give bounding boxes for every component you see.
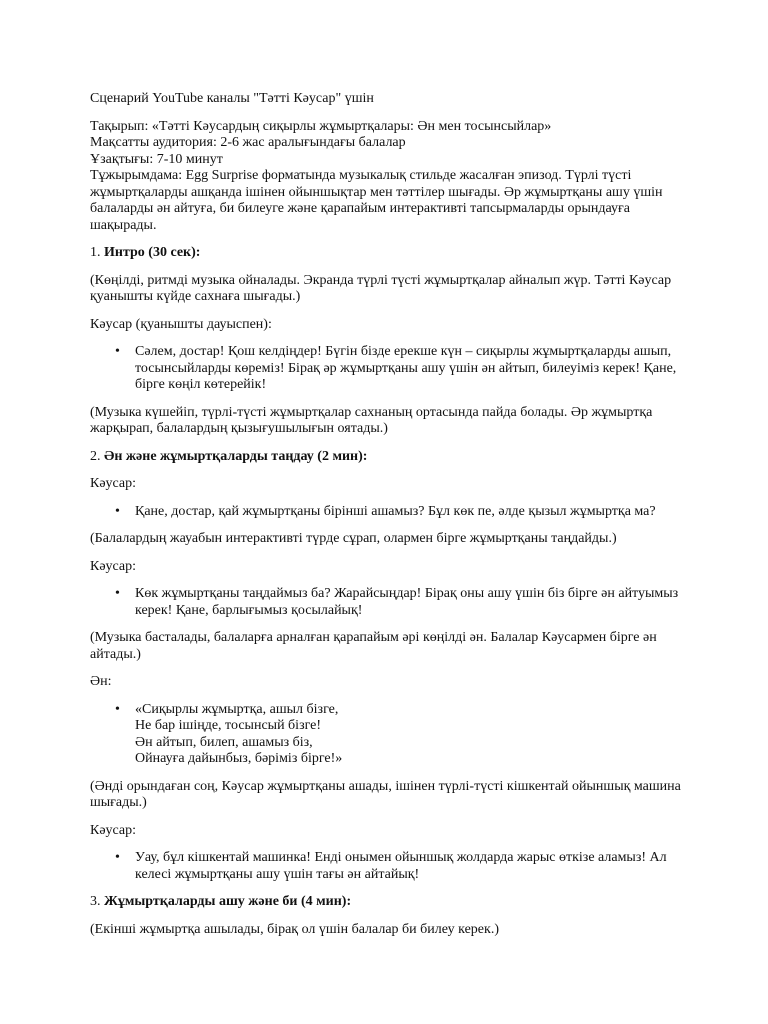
meta-duration: Ұзақтығы: 7-10 минут <box>90 151 223 167</box>
list-item <box>90 504 690 521</box>
song-line-1: «Сиқырлы жұмыртқа, ашыл бізге, <box>135 701 339 717</box>
document-title: Сценарий YouTube каналы "Тәтті Кәусар" үшін <box>90 91 374 106</box>
song-line-4: Ойнауға дайынбыз, бәріміз бірге!» <box>135 751 343 766</box>
section-2-speaker-1: Кәусар: <box>90 476 137 491</box>
section-1-dialogue-list <box>90 344 690 394</box>
meta-concept: Тұжырымдама: Egg Surprise форматында музыкалық стильде жасалған эпизод. Түрлі түсті жұмыртқаларды ашқанда ішінен ойыншықтар мен тәттілер шығады. Әр жұмыртқаны ашу үшін балаларды ән айтуға, би билеуге және қарапайым интерактивті тапсырмаларды орындауға шақырады. <box>90 168 663 233</box>
list-item <box>90 586 690 619</box>
section-2-dialogue-list-3 <box>90 850 690 883</box>
song-line-2: Не бар ішіңде, тосынсый бізге! <box>135 718 322 733</box>
dialogue-line: Көк жұмыртқаны таңдаймыз ба? Жарайсыңдар! Бірақ оны ашу үшін біз бірге ән айтуымыз керек! Қане, барлығымыз қосылайық! <box>135 586 679 618</box>
bullet-icon: • <box>115 586 120 601</box>
bullet-icon: • <box>115 344 120 359</box>
section-1-number: 1. <box>90 245 101 260</box>
section-3-stage-direction-1: (Екінші жұмыртқа ашылады, бірақ ол үшін балалар би билеу керек.) <box>90 921 499 937</box>
list-item <box>90 850 690 883</box>
list-item <box>90 344 690 394</box>
section-2-stage-direction-1: (Балалардың жауабын интерактивті түрде сұрап, олармен бірге жұмыртқаны таңдайды.) <box>90 531 617 546</box>
meta-topic: Тақырып: «Тәтті Кәусардың сиқырлы жұмыртқалары: Ән мен тосынсыйлар» <box>90 118 552 134</box>
section-1-title: Интро (30 сек): <box>104 245 201 260</box>
section-1-stage-direction-2: (Музыка күшейіп, түрлі-түсті жұмыртқалар сахнаның ортасында пайда болады. Әр жұмыртқа жарқырап, балалардың қызығушылығын оятады.) <box>90 404 653 436</box>
document-body <box>90 91 690 949</box>
bullet-icon: • <box>115 850 120 865</box>
meta-audience: Мақсатты аудитория: 2-6 жас аралығындағы балалар <box>90 135 406 150</box>
bullet-icon: • <box>115 701 120 717</box>
section-2-stage-direction-2: (Музыка басталады, балаларға арналған қарапайым әрі көңілді ән. Балалар Кәусармен бірге ән айтады.) <box>90 630 657 662</box>
section-3-number: 3. <box>90 894 101 909</box>
song-lyrics-list <box>90 702 690 768</box>
section-2-dialogue-list-1 <box>90 504 690 521</box>
song-line-3: Ән айтып, билеп, ашамыз біз, <box>135 734 313 750</box>
section-2-speaker-3: Кәусар: <box>90 822 137 838</box>
section-1-speaker: Кәусар (қуанышты дауыспен): <box>90 316 272 332</box>
section-2-speaker-2: Кәусар: <box>90 558 137 574</box>
dialogue-line: Қане, достар, қай жұмыртқаны бірінші ашамыз? Бұл көк пе, әлде қызыл жұмыртқа ма? <box>135 503 656 519</box>
list-item <box>90 702 690 768</box>
song-label: Ән: <box>90 674 112 689</box>
section-2-title: Ән және жұмыртқаларды таңдау (2 мин): <box>104 448 368 464</box>
meta-block <box>90 119 690 235</box>
section-1-heading <box>90 245 690 262</box>
dialogue-line: Уау, бұл кішкентай машинка! Енді онымен ойыншық жолдарда жарыс өткізе аламыз! Ал келесі жұмыртқаны ашу үшін тағы ән айтайық! <box>135 850 667 882</box>
section-2-heading <box>90 449 690 466</box>
dialogue-line: Сәлем, достар! Қош келдіңдер! Бүгін бізде ерекше күн – сиқырлы жұмыртқаларды ашып, тосынсыйларды көреміз! Бірақ әр жұмыртқаны ашу үшін ән айтып, билеуіміз керек! Қане, бірге көңіл көтерейік! <box>135 344 677 392</box>
section-3-heading <box>90 894 690 911</box>
section-2-number: 2. <box>90 448 101 464</box>
section-1-stage-direction-1: (Көңілді, ритмді музыка ойналады. Экранда түрлі түсті жұмыртқалар айналып жүр. Тәтті Кәусар қуанышты күйде сахнаға шығады.) <box>90 272 672 304</box>
section-2-stage-direction-3: (Әнді орындаған соң, Кәусар жұмыртқаны ашады, ішінен түрлі-түсті кішкентай ойыншық машина шығады.) <box>90 778 681 810</box>
section-2-dialogue-list-2 <box>90 586 690 619</box>
bullet-icon: • <box>115 503 120 519</box>
section-3-title: Жұмыртқаларды ашу және би (4 мин): <box>104 894 352 909</box>
